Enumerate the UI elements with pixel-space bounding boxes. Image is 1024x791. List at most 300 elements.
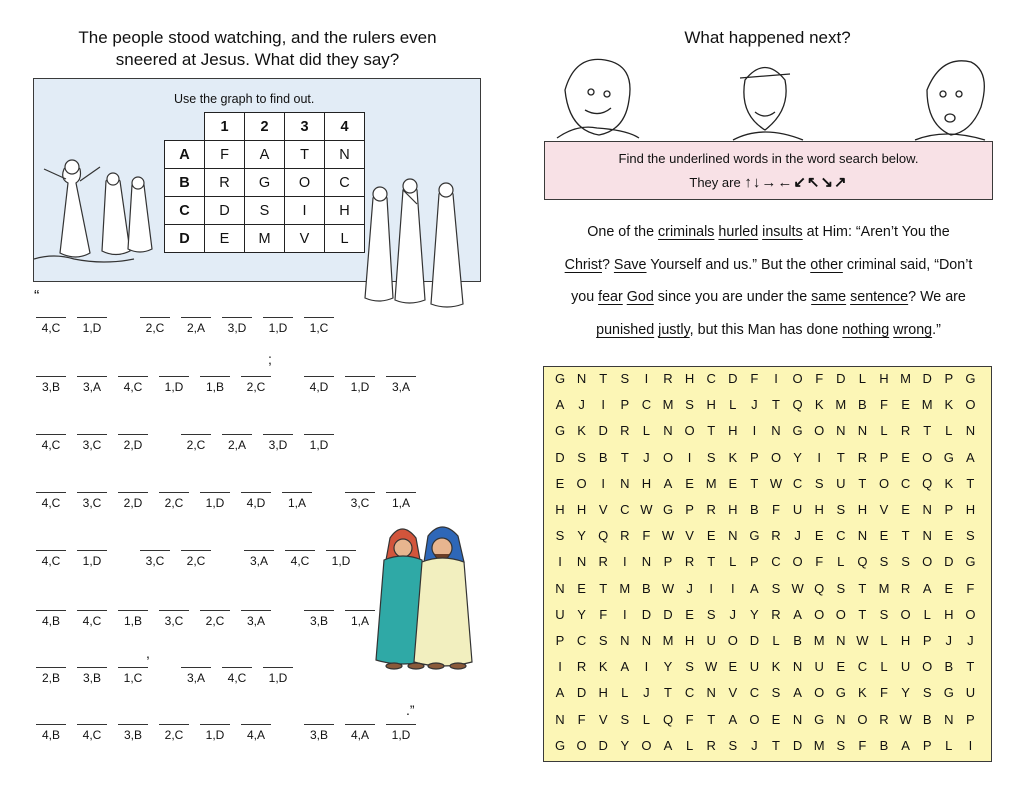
word-search-letter[interactable]: O — [814, 685, 825, 701]
word-search-letter[interactable]: O — [965, 397, 976, 413]
word-search-letter[interactable]: G — [835, 685, 846, 701]
word-search-letter[interactable]: Y — [750, 606, 759, 622]
word-search-letter[interactable]: R — [900, 423, 911, 439]
blank-line[interactable] — [241, 610, 271, 611]
answer-blank[interactable] — [304, 307, 334, 335]
word-search-letter[interactable]: A — [663, 475, 673, 491]
word-search-letter[interactable]: H — [684, 371, 695, 386]
word-search-letter[interactable]: L — [642, 423, 650, 439]
blank-line[interactable] — [345, 610, 375, 611]
word-search-letter[interactable]: F — [577, 711, 586, 727]
word-search-letter[interactable]: J — [578, 397, 585, 413]
word-search-letter[interactable]: O — [662, 449, 674, 465]
word-search-letter[interactable]: M — [878, 580, 890, 596]
word-search-letter[interactable]: N — [836, 711, 846, 727]
blank-line[interactable] — [159, 376, 189, 377]
word-search-letter[interactable]: T — [750, 475, 759, 491]
word-search-letter[interactable]: N — [641, 633, 652, 648]
answer-blank[interactable] — [200, 482, 230, 510]
word-search-letter[interactable]: W — [899, 711, 912, 727]
word-search-letter[interactable]: H — [598, 685, 608, 701]
word-search-letter[interactable]: K — [577, 423, 586, 439]
word-search-letter[interactable]: G — [814, 711, 825, 727]
blank-line[interactable] — [118, 434, 148, 435]
answer-blank[interactable] — [159, 366, 189, 394]
answer-blank[interactable] — [77, 600, 107, 628]
answer-blank[interactable] — [222, 657, 252, 685]
answer-blank[interactable] — [241, 482, 271, 510]
blank-line[interactable] — [386, 724, 416, 725]
answer-blank[interactable] — [77, 482, 107, 510]
word-search-letter[interactable]: F — [815, 371, 824, 386]
word-search-letter[interactable]: L — [621, 685, 629, 701]
answer-blank[interactable] — [36, 714, 66, 742]
word-search-letter[interactable]: T — [664, 685, 672, 701]
word-search-letter[interactable]: M — [619, 580, 631, 596]
answer-blank[interactable] — [36, 657, 66, 685]
answer-blank[interactable] — [285, 540, 315, 568]
blank-line[interactable] — [140, 550, 170, 551]
word-search-letter[interactable]: M — [662, 397, 674, 413]
word-search-letter[interactable]: R — [706, 502, 716, 517]
blank-line[interactable] — [304, 376, 334, 377]
answer-blank[interactable] — [159, 600, 189, 628]
word-search-letter[interactable]: U — [555, 606, 565, 622]
word-search-letter[interactable]: I — [817, 449, 821, 465]
word-search-letter[interactable]: C — [900, 475, 911, 491]
word-search-letter[interactable]: L — [729, 397, 737, 413]
word-search-letter[interactable]: B — [879, 737, 889, 753]
word-search-letter[interactable]: O — [857, 711, 868, 727]
word-search-letter[interactable]: K — [598, 659, 608, 675]
word-search-letter[interactable]: P — [944, 371, 954, 386]
word-search-letter[interactable]: F — [966, 580, 975, 596]
word-search-letter[interactable]: T — [772, 397, 780, 413]
blank-line[interactable] — [77, 492, 107, 493]
word-search-letter[interactable]: O — [792, 554, 803, 570]
word-search-letter[interactable]: M — [921, 397, 933, 413]
word-search-letter[interactable]: S — [836, 737, 846, 753]
word-search-letter[interactable]: Q — [922, 475, 933, 491]
word-search-letter[interactable]: A — [728, 711, 738, 727]
answer-blank[interactable] — [140, 307, 170, 335]
answer-blank[interactable] — [181, 307, 211, 335]
word-search-letter[interactable]: N — [555, 580, 565, 596]
word-search-letter[interactable]: T — [707, 423, 716, 439]
word-search-letter[interactable]: M — [705, 475, 717, 491]
word-search-letter[interactable]: O — [900, 606, 911, 622]
word-search-letter[interactable]: S — [814, 475, 824, 491]
blank-line[interactable] — [222, 317, 252, 318]
word-search-letter[interactable]: N — [857, 423, 868, 439]
blank-line[interactable] — [263, 667, 293, 668]
word-search-letter[interactable]: H — [684, 633, 695, 648]
word-search-letter[interactable]: H — [728, 423, 738, 439]
word-search-letter[interactable]: Q — [857, 554, 868, 570]
word-search-letter[interactable]: H — [555, 502, 565, 517]
word-search-letter[interactable]: P — [750, 554, 759, 570]
word-search-letter[interactable]: E — [771, 711, 781, 727]
answer-blank[interactable] — [263, 307, 293, 335]
word-search-letter[interactable]: N — [663, 423, 673, 439]
answer-blank[interactable] — [200, 366, 230, 394]
word-search-letter[interactable]: U — [836, 475, 846, 491]
word-search-letter[interactable]: N — [792, 711, 803, 727]
word-search-letter[interactable]: B — [750, 502, 759, 517]
word-search-letter[interactable]: P — [555, 633, 565, 648]
answer-blank[interactable] — [304, 600, 334, 628]
word-search-letter[interactable]: K — [771, 659, 781, 675]
blank-line[interactable] — [140, 317, 170, 318]
blank-line[interactable] — [181, 317, 211, 318]
word-search-letter[interactable]: I — [752, 423, 757, 439]
word-search-letter[interactable]: O — [684, 423, 695, 439]
word-search-letter[interactable]: R — [576, 659, 587, 675]
word-search-letter[interactable]: C — [836, 528, 846, 544]
blank-line[interactable] — [118, 724, 148, 725]
word-search-letter[interactable]: F — [772, 502, 780, 517]
word-search-letter[interactable]: I — [687, 449, 692, 465]
answer-blank[interactable] — [77, 307, 107, 335]
word-search-letter[interactable]: N — [576, 371, 587, 386]
word-search-letter[interactable]: N — [641, 554, 652, 570]
answer-blank[interactable] — [36, 482, 66, 510]
word-search-letter[interactable]: M — [835, 397, 847, 413]
word-search-letter[interactable]: T — [858, 606, 867, 622]
word-search-letter[interactable]: I — [601, 397, 605, 413]
answer-blank[interactable] — [345, 366, 375, 394]
word-search-letter[interactable]: T — [599, 580, 608, 596]
word-search-letter[interactable]: D — [641, 606, 652, 622]
word-search-letter[interactable]: C — [684, 685, 695, 701]
blank-line[interactable] — [36, 667, 66, 668]
word-search-letter[interactable]: S — [555, 528, 565, 544]
word-search-letter[interactable]: E — [685, 475, 694, 491]
word-search-letter[interactable]: U — [792, 502, 803, 517]
word-search-letter[interactable]: O — [922, 449, 933, 465]
word-search-letter[interactable]: A — [966, 449, 975, 465]
blank-line[interactable] — [304, 317, 334, 318]
word-search-letter[interactable]: H — [944, 606, 954, 622]
answer-blank[interactable] — [345, 482, 375, 510]
word-search-letter[interactable]: J — [751, 397, 758, 413]
word-search-letter[interactable]: A — [793, 606, 802, 622]
word-search-letter[interactable]: P — [922, 633, 932, 648]
word-search-letter[interactable]: H — [879, 371, 889, 386]
word-search-letter[interactable]: S — [685, 659, 694, 675]
answer-blank[interactable] — [345, 714, 375, 742]
word-search-letter[interactable]: F — [858, 737, 867, 753]
word-search-letter[interactable]: O — [576, 737, 587, 753]
word-search-letter[interactable]: A — [901, 737, 910, 753]
word-search-letter[interactable]: B — [598, 449, 608, 465]
word-search-letter[interactable]: H — [706, 397, 716, 413]
word-search-letter[interactable]: O — [814, 606, 825, 622]
answer-blank[interactable] — [181, 540, 211, 568]
blank-line[interactable] — [200, 724, 230, 725]
word-search-letter[interactable]: O — [922, 659, 933, 675]
word-search-letter[interactable]: W — [791, 580, 804, 596]
answer-blank[interactable] — [77, 366, 107, 394]
word-search-letter[interactable]: N — [922, 528, 932, 544]
word-search-letter[interactable]: I — [709, 580, 713, 596]
word-search-letter[interactable]: D — [922, 371, 932, 386]
answer-blank[interactable] — [222, 424, 252, 452]
word-search-letter[interactable]: T — [599, 371, 608, 386]
word-search-letter[interactable]: W — [640, 502, 653, 517]
word-search-letter[interactable]: A — [555, 685, 565, 701]
word-search-letter[interactable]: E — [836, 659, 846, 675]
word-search-letter[interactable]: B — [944, 659, 954, 675]
word-search-letter[interactable]: I — [622, 606, 627, 622]
word-search-letter[interactable]: C — [620, 502, 630, 517]
word-search-letter[interactable]: E — [901, 397, 910, 413]
word-search-letter[interactable]: J — [945, 633, 953, 648]
answer-blank[interactable] — [36, 540, 66, 568]
word-search-letter[interactable]: M — [662, 633, 674, 648]
word-search-letter[interactable]: I — [558, 554, 562, 570]
word-search-letter[interactable]: W — [705, 659, 718, 675]
answer-blank[interactable] — [118, 714, 148, 742]
word-search-letter[interactable]: H — [576, 502, 587, 517]
word-search-letter[interactable]: D — [836, 371, 846, 386]
word-search-letter[interactable]: R — [620, 528, 630, 544]
word-search-letter[interactable]: G — [554, 737, 566, 753]
blank-line[interactable] — [181, 550, 211, 551]
word-search-letter[interactable]: H — [965, 502, 976, 517]
word-search-letter[interactable]: O — [749, 711, 760, 727]
word-search-letter[interactable]: A — [663, 737, 673, 753]
word-search-letter[interactable]: L — [729, 554, 737, 570]
word-search-letter[interactable]: W — [769, 475, 783, 491]
word-search-letter[interactable]: J — [643, 449, 650, 465]
answer-blank[interactable] — [326, 540, 356, 568]
blank-line[interactable] — [36, 610, 66, 611]
word-search-letter[interactable]: C — [706, 371, 716, 386]
word-search-letter[interactable]: C — [749, 685, 760, 701]
word-search-letter[interactable]: S — [728, 737, 738, 753]
word-search-letter[interactable]: T — [836, 449, 845, 465]
word-search-letter[interactable]: D — [792, 737, 803, 753]
word-search-letter[interactable]: N — [836, 633, 846, 648]
blank-line[interactable] — [263, 317, 293, 318]
word-search-letter[interactable]: S — [620, 371, 630, 386]
word-search-letter[interactable]: B — [642, 580, 651, 596]
word-search-letter[interactable]: F — [815, 554, 824, 570]
word-search-letter[interactable]: N — [944, 711, 954, 727]
answer-blank[interactable] — [159, 714, 189, 742]
answer-blank[interactable] — [140, 540, 170, 568]
word-search-letter[interactable]: J — [729, 606, 737, 622]
word-search-letter[interactable]: S — [577, 449, 586, 465]
word-search-letter[interactable]: H — [900, 633, 911, 648]
word-search-letter[interactable]: G — [662, 502, 674, 517]
word-search-letter[interactable]: L — [685, 737, 694, 753]
word-search-letter[interactable]: M — [813, 633, 825, 648]
word-search-letter[interactable]: I — [774, 371, 778, 386]
blank-line[interactable] — [77, 550, 107, 551]
answer-blank[interactable] — [77, 540, 107, 568]
blank-line[interactable] — [36, 724, 66, 725]
word-search-letter[interactable]: F — [599, 606, 608, 622]
word-search-letter[interactable]: D — [944, 554, 954, 570]
blank-line[interactable] — [159, 610, 189, 611]
word-search-letter[interactable]: T — [707, 711, 716, 727]
word-search-letter[interactable]: V — [598, 711, 608, 727]
word-search-letter[interactable]: D — [728, 371, 738, 386]
word-search-letter[interactable]: H — [641, 475, 652, 491]
word-search-letter[interactable]: R — [684, 554, 695, 570]
answer-blank[interactable] — [36, 600, 66, 628]
word-search-letter[interactable]: Q — [814, 580, 825, 596]
word-search-letter[interactable]: E — [577, 580, 586, 596]
word-search-letter[interactable]: C — [576, 633, 587, 648]
word-search-letter[interactable]: N — [728, 528, 738, 544]
blank-line[interactable] — [326, 550, 356, 551]
word-search-letter[interactable]: S — [706, 449, 716, 465]
answer-blank[interactable] — [77, 714, 107, 742]
word-search-letter[interactable]: S — [598, 633, 608, 648]
word-search-letter[interactable]: B — [858, 397, 867, 413]
answer-blank[interactable] — [241, 714, 271, 742]
word-search-letter[interactable]: V — [685, 528, 694, 544]
word-search-letter[interactable]: S — [922, 685, 932, 701]
blank-line[interactable] — [118, 610, 148, 611]
blank-line[interactable] — [181, 667, 211, 668]
word-search-letter[interactable]: R — [879, 711, 889, 727]
word-search-letter[interactable]: F — [880, 685, 888, 701]
blank-line[interactable] — [118, 492, 148, 493]
word-search-letter[interactable]: P — [620, 397, 630, 413]
word-search-letter[interactable]: G — [943, 685, 954, 701]
word-search-letter[interactable]: K — [814, 397, 824, 413]
word-search-letter[interactable]: O — [814, 423, 825, 439]
word-search-letter[interactable]: P — [944, 502, 954, 517]
word-search-letter[interactable]: Y — [620, 737, 630, 753]
answer-blank[interactable] — [241, 366, 271, 394]
word-search-letter[interactable]: W — [661, 528, 675, 544]
blank-line[interactable] — [77, 376, 107, 377]
word-search-letter[interactable]: B — [793, 633, 802, 648]
blank-line[interactable] — [36, 550, 66, 551]
blank-line[interactable] — [77, 724, 107, 725]
blank-line[interactable] — [200, 610, 230, 611]
word-search-letter[interactable]: A — [555, 397, 565, 413]
word-search-letter[interactable]: Q — [792, 397, 803, 413]
word-search-letter[interactable]: Y — [901, 685, 910, 701]
blank-line[interactable] — [386, 376, 416, 377]
word-search-letter[interactable]: P — [922, 737, 932, 753]
word-search-letter[interactable]: I — [558, 659, 562, 675]
word-search-letter[interactable]: K — [858, 685, 867, 701]
blank-line[interactable] — [159, 724, 189, 725]
word-search-letter[interactable]: G — [965, 371, 976, 386]
answer-blank[interactable] — [241, 600, 271, 628]
word-search-letter[interactable]: O — [727, 633, 738, 648]
word-search-letter[interactable]: D — [576, 685, 587, 701]
blank-line[interactable] — [304, 434, 334, 435]
answer-blank[interactable] — [181, 424, 211, 452]
word-search-letter[interactable]: N — [576, 554, 587, 570]
word-search-letter[interactable]: R — [771, 528, 781, 544]
answer-blank[interactable] — [386, 366, 416, 394]
answer-blank[interactable] — [386, 714, 416, 742]
word-search-letter[interactable]: U — [965, 685, 976, 701]
word-search-letter[interactable]: L — [880, 633, 888, 648]
word-search-letter[interactable]: L — [923, 606, 931, 622]
word-search-letter[interactable]: S — [771, 685, 781, 701]
blank-line[interactable] — [345, 724, 375, 725]
word-search-letter[interactable]: U — [749, 659, 760, 675]
word-search-letter[interactable]: E — [555, 475, 565, 491]
word-search-letter[interactable]: G — [554, 371, 566, 386]
word-search-letter[interactable]: K — [728, 449, 738, 465]
word-search-letter[interactable]: O — [576, 475, 587, 491]
word-search-letter[interactable]: E — [901, 449, 910, 465]
word-search-letter[interactable]: E — [706, 528, 716, 544]
word-search-letter[interactable]: U — [706, 633, 716, 648]
blank-line[interactable] — [345, 492, 375, 493]
blank-line[interactable] — [241, 492, 271, 493]
word-search-letter[interactable]: T — [858, 475, 867, 491]
word-search-letter[interactable]: P — [879, 449, 889, 465]
blank-line[interactable] — [244, 550, 274, 551]
word-search-letter[interactable]: G — [749, 528, 760, 544]
answer-blank[interactable] — [345, 600, 375, 628]
word-search-letter[interactable]: E — [944, 528, 954, 544]
word-search-letter[interactable]: O — [965, 606, 976, 622]
word-search-letter[interactable]: R — [771, 606, 781, 622]
answer-blank[interactable] — [304, 424, 334, 452]
word-search-letter[interactable]: T — [966, 659, 975, 675]
word-search-letter[interactable]: E — [814, 528, 824, 544]
blank-line[interactable] — [222, 434, 252, 435]
word-search-letter[interactable]: A — [750, 580, 759, 596]
word-search-letter[interactable]: Y — [663, 659, 673, 675]
word-search-letter[interactable]: C — [641, 397, 652, 413]
blank-line[interactable] — [241, 724, 271, 725]
word-search-letter[interactable]: E — [685, 606, 694, 622]
word-search-letter[interactable]: T — [772, 737, 780, 753]
word-search-letter[interactable]: T — [923, 423, 932, 439]
word-search-letter[interactable]: D — [663, 606, 673, 622]
blank-line[interactable] — [200, 376, 230, 377]
word-search-letter[interactable]: D — [598, 423, 608, 439]
blank-line[interactable] — [386, 492, 416, 493]
word-search-letter[interactable]: K — [944, 475, 954, 491]
word-search-letter[interactable]: L — [945, 423, 953, 439]
blank-line[interactable] — [345, 376, 375, 377]
answer-blank[interactable] — [118, 366, 148, 394]
word-search-letter[interactable]: H — [857, 502, 868, 517]
answer-blank[interactable] — [386, 482, 416, 510]
word-search-letter[interactable]: N — [922, 502, 932, 517]
word-search-letter[interactable]: G — [554, 423, 566, 439]
word-search-letter[interactable]: S — [879, 554, 889, 570]
word-search-letter[interactable]: R — [900, 580, 911, 596]
word-search-letter[interactable]: N — [555, 711, 565, 727]
word-search-letter[interactable]: O — [835, 606, 846, 622]
word-search-letter[interactable]: T — [858, 580, 867, 596]
word-search-letter[interactable]: A — [922, 580, 932, 596]
word-search-letter[interactable]: R — [857, 449, 868, 465]
word-search-letter[interactable]: J — [643, 685, 650, 701]
word-search-letter[interactable]: M — [813, 737, 825, 753]
answer-blank[interactable] — [36, 424, 66, 452]
blank-line[interactable] — [263, 434, 293, 435]
word-search-letter[interactable]: S — [879, 606, 889, 622]
word-search-letter[interactable]: P — [685, 502, 694, 517]
